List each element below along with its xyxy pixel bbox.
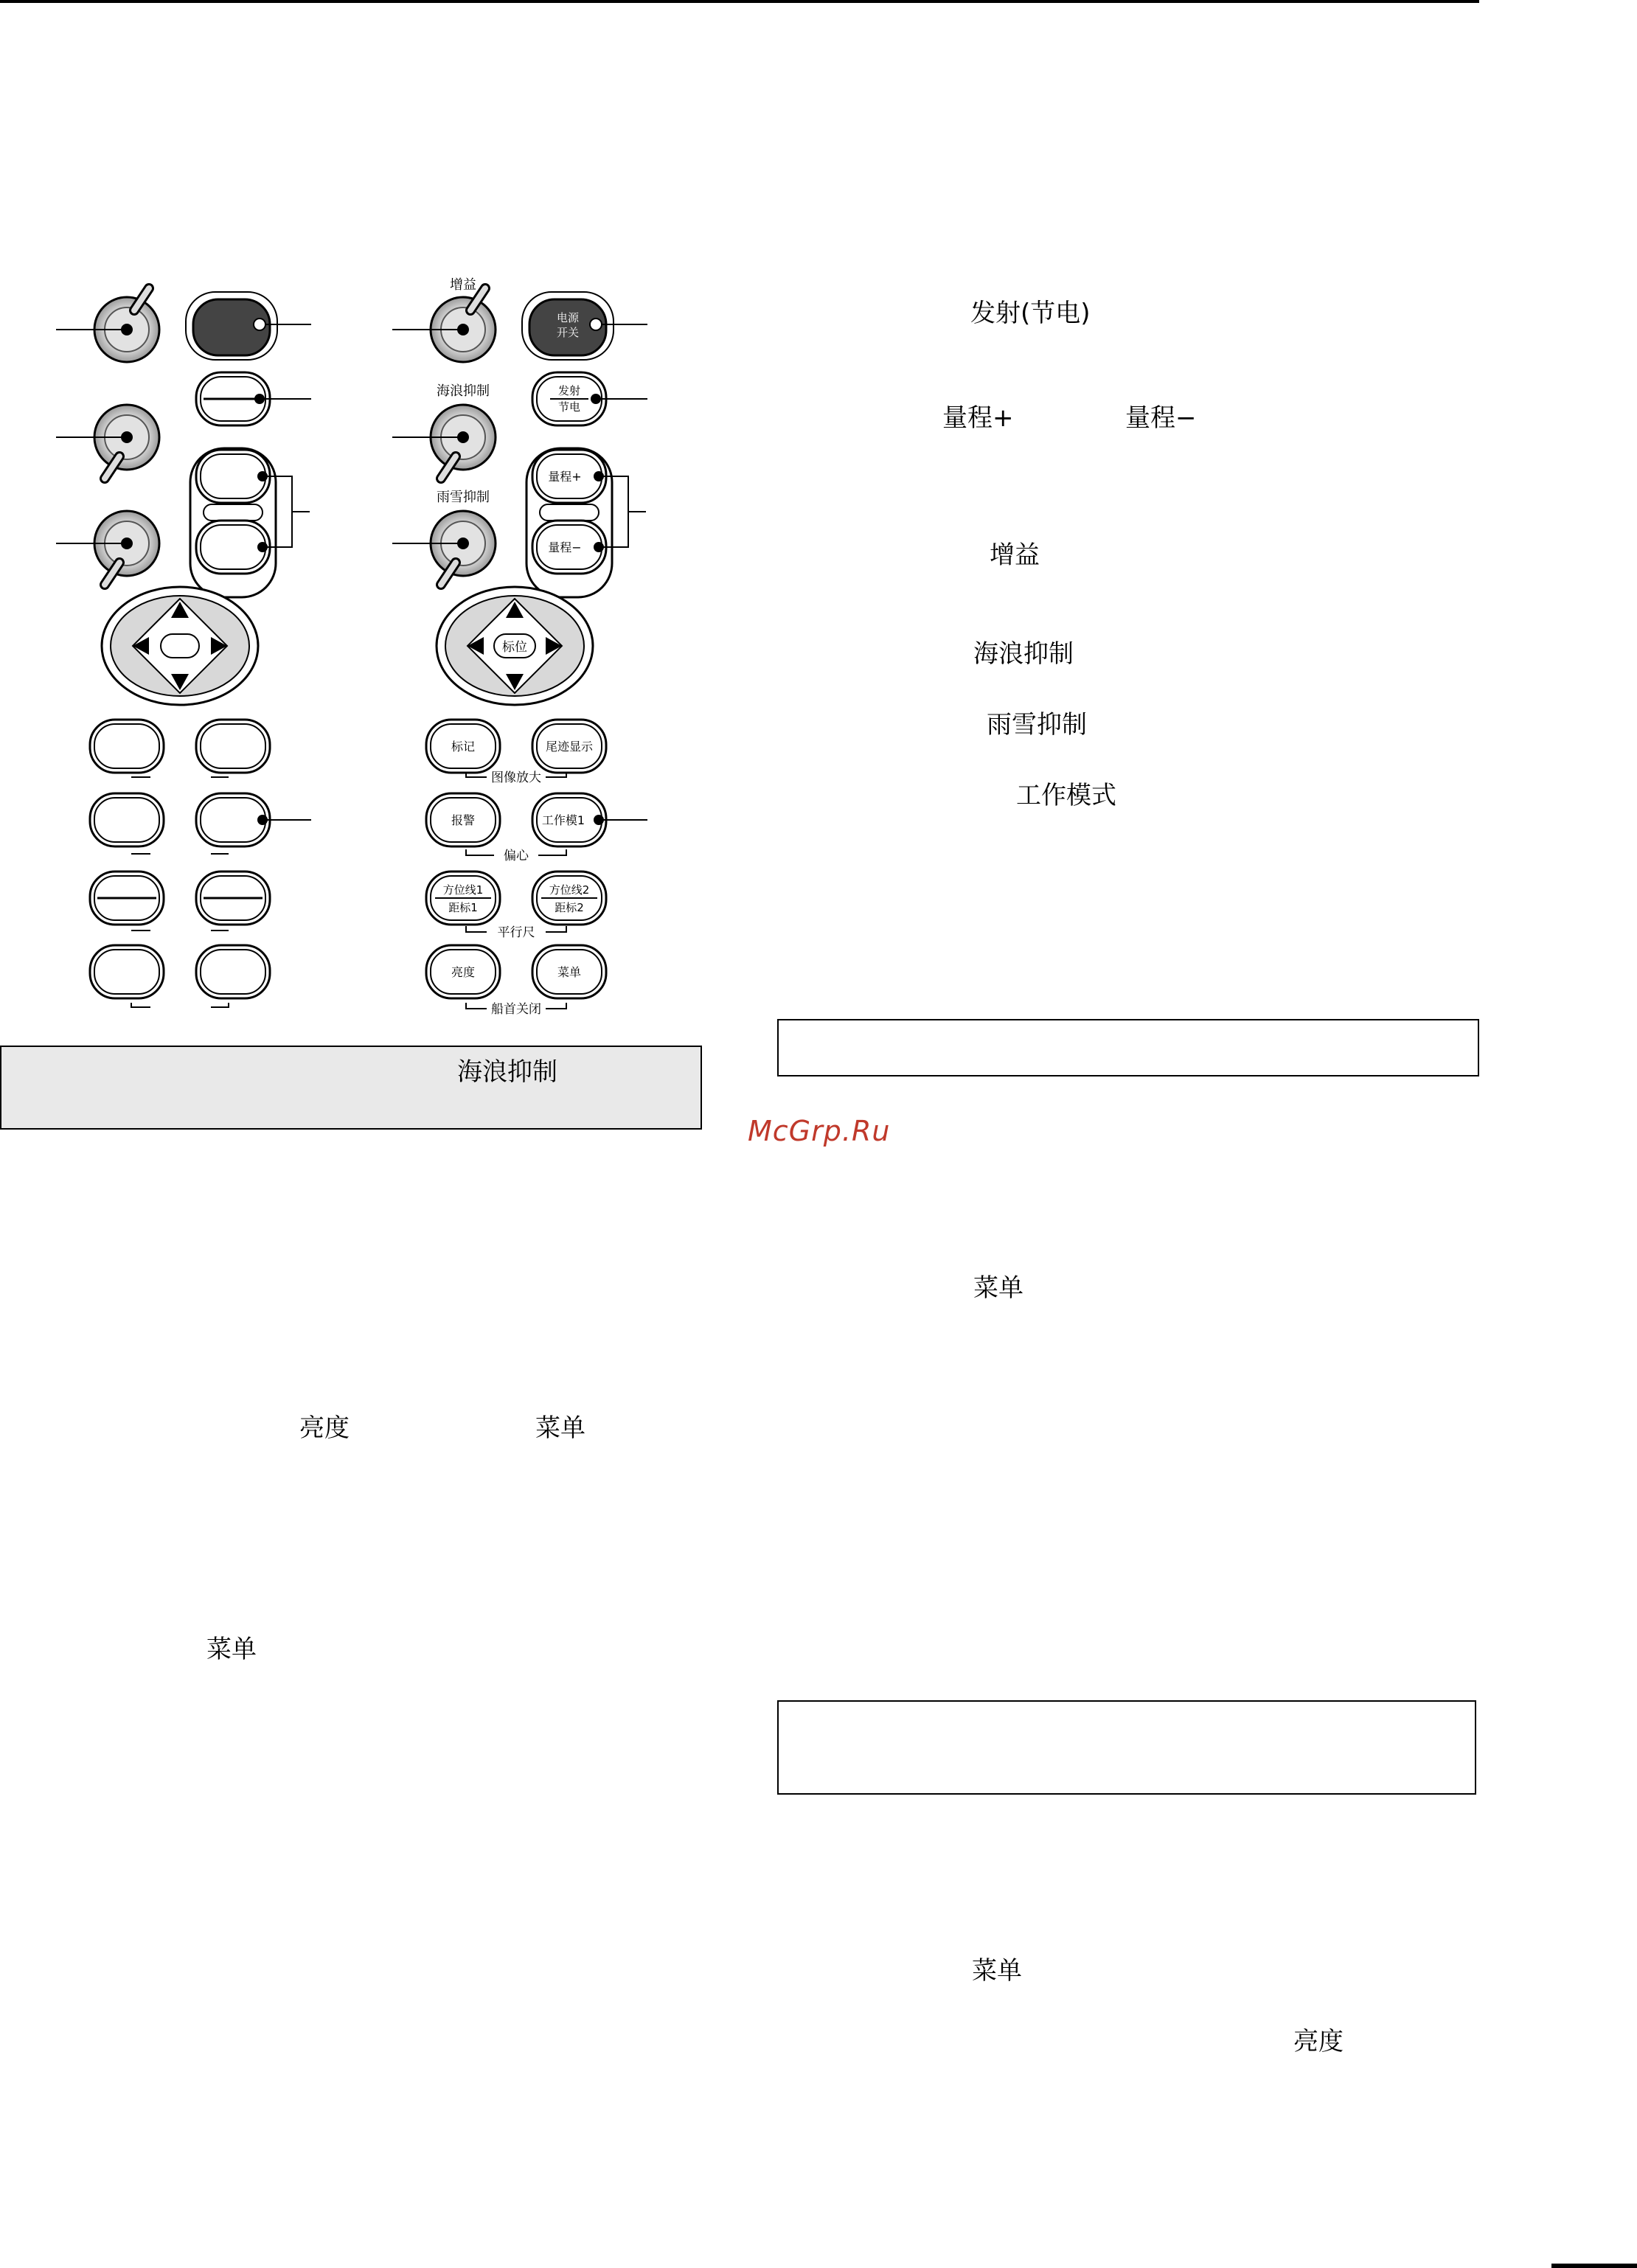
right-knob-gain[interactable]	[431, 288, 496, 362]
left-range-group	[190, 448, 310, 597]
transmit-term: 发射(节电)	[970, 299, 1091, 328]
sea-clutter-term: 海浪抑制	[973, 639, 1074, 669]
target-position-label: 标位	[502, 640, 527, 655]
right-transmit-button[interactable]	[532, 372, 647, 425]
left-range-plus-button[interactable]	[196, 450, 270, 503]
menu-key-label: 菜单	[557, 965, 582, 979]
transmit-label-2: 节电	[557, 400, 581, 414]
left-key-trail[interactable]	[196, 720, 270, 773]
gain-term: 增益	[990, 540, 1040, 570]
vrm1-key-label: 距标1	[448, 901, 478, 914]
note-box-sea-clutter	[0, 1046, 702, 1130]
left-knob-gain[interactable]	[94, 288, 159, 362]
right-key-alarm[interactable]	[426, 793, 500, 846]
right-key-mark[interactable]	[426, 720, 500, 773]
right-range-group	[526, 448, 646, 597]
left-key-brightness[interactable]	[90, 945, 164, 998]
offcenter-label: 偏心	[504, 849, 529, 863]
brightness-key-label: 亮度	[451, 965, 476, 979]
note-sea-clutter-term: 海浪抑制	[457, 1057, 557, 1087]
control-panel-diagrams	[0, 0, 1637, 1047]
left-key-mark[interactable]	[90, 720, 164, 773]
ebl2-key-label: 方位线2	[549, 883, 590, 897]
right-range-plus-button[interactable]	[532, 450, 606, 503]
note-box-2	[777, 1019, 1479, 1076]
page-number-tab	[1551, 2264, 1637, 2268]
menu-term-1: 菜单	[535, 1413, 585, 1443]
right-key-ebl2-vrm2[interactable]	[532, 872, 606, 925]
menu-term-3: 菜单	[973, 1273, 1023, 1303]
label-rain-clutter: 雨雪抑制	[437, 490, 490, 505]
right-key-menu[interactable]	[532, 945, 606, 998]
label-gain: 增益	[450, 277, 476, 293]
left-knob-sea[interactable]	[94, 405, 159, 479]
right-key-mode[interactable]	[532, 793, 647, 846]
parallel-index-label: 平行尺	[497, 925, 535, 940]
rain-clutter-term: 雨雪抑制	[987, 710, 1087, 740]
right-key-trail[interactable]	[532, 720, 606, 773]
right-knob-rain[interactable]	[431, 511, 496, 585]
right-range-minus-button[interactable]	[532, 521, 606, 574]
mark-key-label: 标记	[451, 740, 476, 754]
right-key-ebl1-vrm1[interactable]	[426, 872, 500, 925]
left-key-ebl1[interactable]	[90, 872, 164, 925]
left-key-menu[interactable]	[196, 945, 270, 998]
range-minus-term: 量程−	[1125, 403, 1197, 433]
left-panel	[56, 288, 311, 1007]
transmit-label-1: 发射	[557, 384, 581, 397]
label-sea-clutter: 海浪抑制	[437, 383, 490, 399]
left-dpad[interactable]	[102, 587, 258, 705]
power-label-2: 开关	[556, 326, 580, 339]
right-power-button[interactable]	[522, 292, 647, 360]
left-power-button[interactable]	[186, 292, 311, 360]
left-key-mode[interactable]	[196, 793, 311, 846]
power-label-1: 电源	[556, 311, 580, 324]
mode-term: 工作模式	[1016, 781, 1116, 810]
range-plus-term: 量程+	[942, 403, 1014, 433]
right-dpad[interactable]	[437, 587, 593, 705]
brightness-term-2: 亮度	[1293, 2027, 1344, 2056]
heading-line-off-label: 船首关闭	[491, 1002, 541, 1017]
alarm-key-label: 报警	[451, 813, 476, 827]
watermark: McGrp.Ru	[748, 1115, 891, 1147]
left-knob-rain[interactable]	[94, 511, 159, 585]
right-key-brightness[interactable]	[426, 945, 500, 998]
zoom-label: 图像放大	[491, 771, 541, 785]
right-knob-sea[interactable]	[431, 405, 496, 479]
left-range-minus-button[interactable]	[196, 521, 270, 574]
range-plus-key-label: 量程+	[548, 470, 582, 484]
vrm2-key-label: 距标2	[555, 901, 584, 914]
menu-term-4: 菜单	[972, 1956, 1022, 1986]
range-minus-key-label: 量程−	[548, 540, 582, 554]
left-key-ebl2[interactable]	[196, 872, 270, 925]
note-box-3	[777, 1700, 1476, 1795]
menu-term-2: 菜单	[206, 1635, 257, 1664]
left-key-alarm[interactable]	[90, 793, 164, 846]
mode-key-label: 工作模1	[541, 813, 585, 827]
ebl1-key-label: 方位线1	[442, 883, 484, 897]
trail-key-label: 尾迹显示	[545, 740, 594, 754]
brightness-term: 亮度	[299, 1413, 350, 1443]
left-transmit-button[interactable]	[196, 372, 311, 425]
right-panel	[392, 277, 647, 1017]
